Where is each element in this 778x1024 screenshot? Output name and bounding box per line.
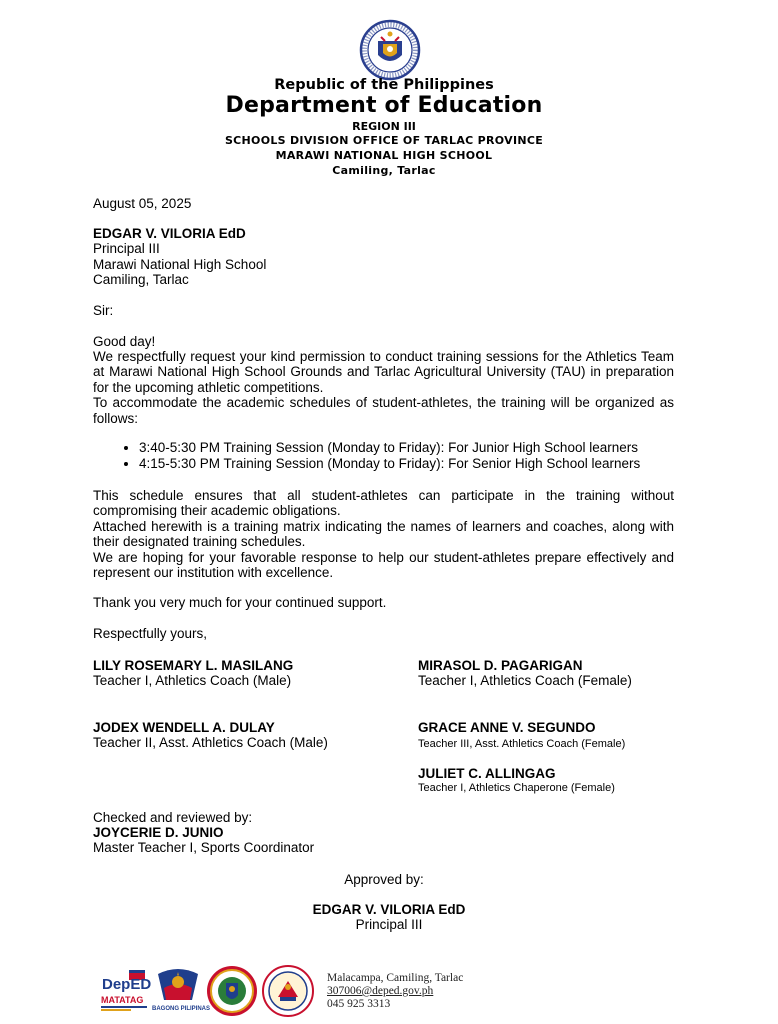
deped-logo-icon <box>99 968 152 1014</box>
paragraph-schedule-intro: To accommodate the academic schedules of student-athletes, the training will be organized as follows: <box>93 395 674 426</box>
division-seal-icon <box>206 965 258 1017</box>
header-place: Camiling, Tarlac <box>332 164 436 177</box>
signatory-name: JODEX WENDELL A. DULAY <box>93 720 275 735</box>
bagong-pilipinas-text: BAGONG PILIPINAS <box>152 1006 211 1012</box>
deped-logo-text: DepED <box>102 976 152 993</box>
bagong-pilipinas-logo <box>152 966 211 1014</box>
header-region: REGION III <box>352 120 416 133</box>
schedule-item: • 4:15-5:30 PM Training Session (Monday to Friday): For Senior High School learners <box>139 456 640 472</box>
header-division: SCHOOLS DIVISION OFFICE OF TARLAC PROVINCE <box>224 134 544 147</box>
school-seal-logo <box>262 965 314 1017</box>
body-paragraphs-2 <box>93 488 674 580</box>
checked-name: JOYCERIE D. JUNIO <box>93 825 224 840</box>
paragraph-hoping: We are hoping for your favorable response to help our student-athletes prepare effectively and represent our institution with excellence. <box>93 549 674 581</box>
deped-seal-icon <box>354 19 426 81</box>
signatory-role: Teacher I, Athletics Chaperone (Female) <box>418 782 615 794</box>
signatory-name: GRACE ANNE V. SEGUNDO <box>418 720 596 735</box>
signatory-role: Teacher II, Asst. Athletics Coach (Male) <box>93 735 328 750</box>
thanks-line: Thank you very much for your continued support. <box>93 595 387 610</box>
checked-label: Checked and reviewed by: <box>93 810 253 825</box>
checked-role: Master Teacher I, Sports Coordinator <box>93 840 315 855</box>
header-republic: Republic of the Philippines <box>274 77 494 93</box>
signatory-role: Teacher I, Athletics Coach (Female) <box>418 673 632 688</box>
approved-role: Principal III <box>355 917 423 932</box>
approved-name: EDGAR V. VILORIA EdD <box>312 902 466 917</box>
schedule-item: • 3:40-5:30 PM Training Session (Monday to Friday): For Junior High School learners <box>139 440 640 456</box>
letter-date: August 05, 2025 <box>93 196 192 211</box>
recipient-school: Marawi National High School <box>93 257 267 272</box>
schedule-list <box>93 440 640 471</box>
signatory-name: MIRASOL D. PAGARIGAN <box>418 658 583 673</box>
footer-email[interactable]: 307006@deped.gov.ph <box>327 985 434 997</box>
signatory-role: Teacher III, Asst. Athletics Coach (Female) <box>418 738 626 750</box>
greeting: Good day! <box>93 334 156 349</box>
paragraph-ensures: This schedule ensures that all student-athletes can participate in the training without compromising their academic obligations. <box>93 488 674 519</box>
paragraph-attached: Attached herewith is a training matrix indicating the names of learners and coaches, along with their designated training schedules. <box>93 518 674 550</box>
recipient-name: EDGAR V. VILORIA EdD <box>93 226 246 241</box>
closing-line: Respectfully yours, <box>93 626 208 641</box>
division-seal-logo <box>206 965 258 1017</box>
salutation: Sir: <box>93 303 114 318</box>
recipient-place: Camiling, Tarlac <box>93 272 189 287</box>
deped-matatag-logo <box>99 968 152 1014</box>
school-seal-icon <box>262 965 314 1017</box>
footer-phone: 045 925 3313 <box>327 998 391 1010</box>
signatory-name: LILY ROSEMARY L. MASILANG <box>93 658 294 673</box>
matatag-text: MATATAG <box>101 995 144 1005</box>
approved-label: Approved by: <box>344 872 424 887</box>
signatory-role: Teacher I, Athletics Coach (Male) <box>93 673 292 688</box>
bagong-pilipinas-icon <box>152 966 211 1014</box>
header-school: MARAWI NATIONAL HIGH SCHOOL <box>275 149 493 162</box>
footer-address: Malacampa, Camiling, Tarlac <box>327 972 464 984</box>
body-paragraphs-1 <box>93 349 674 426</box>
header-department: Department of Education <box>225 93 543 118</box>
signatory-name: JULIET C. ALLINGAG <box>418 766 556 781</box>
paragraph-request: We respectfully request your kind permission to conduct training sessions for the Athletics Team at Marawi National High School Grounds and Tarlac Agricultural University (TAU) in preparation for the upcoming athletic competitions. <box>93 349 674 395</box>
recipient-title: Principal III <box>93 241 160 256</box>
